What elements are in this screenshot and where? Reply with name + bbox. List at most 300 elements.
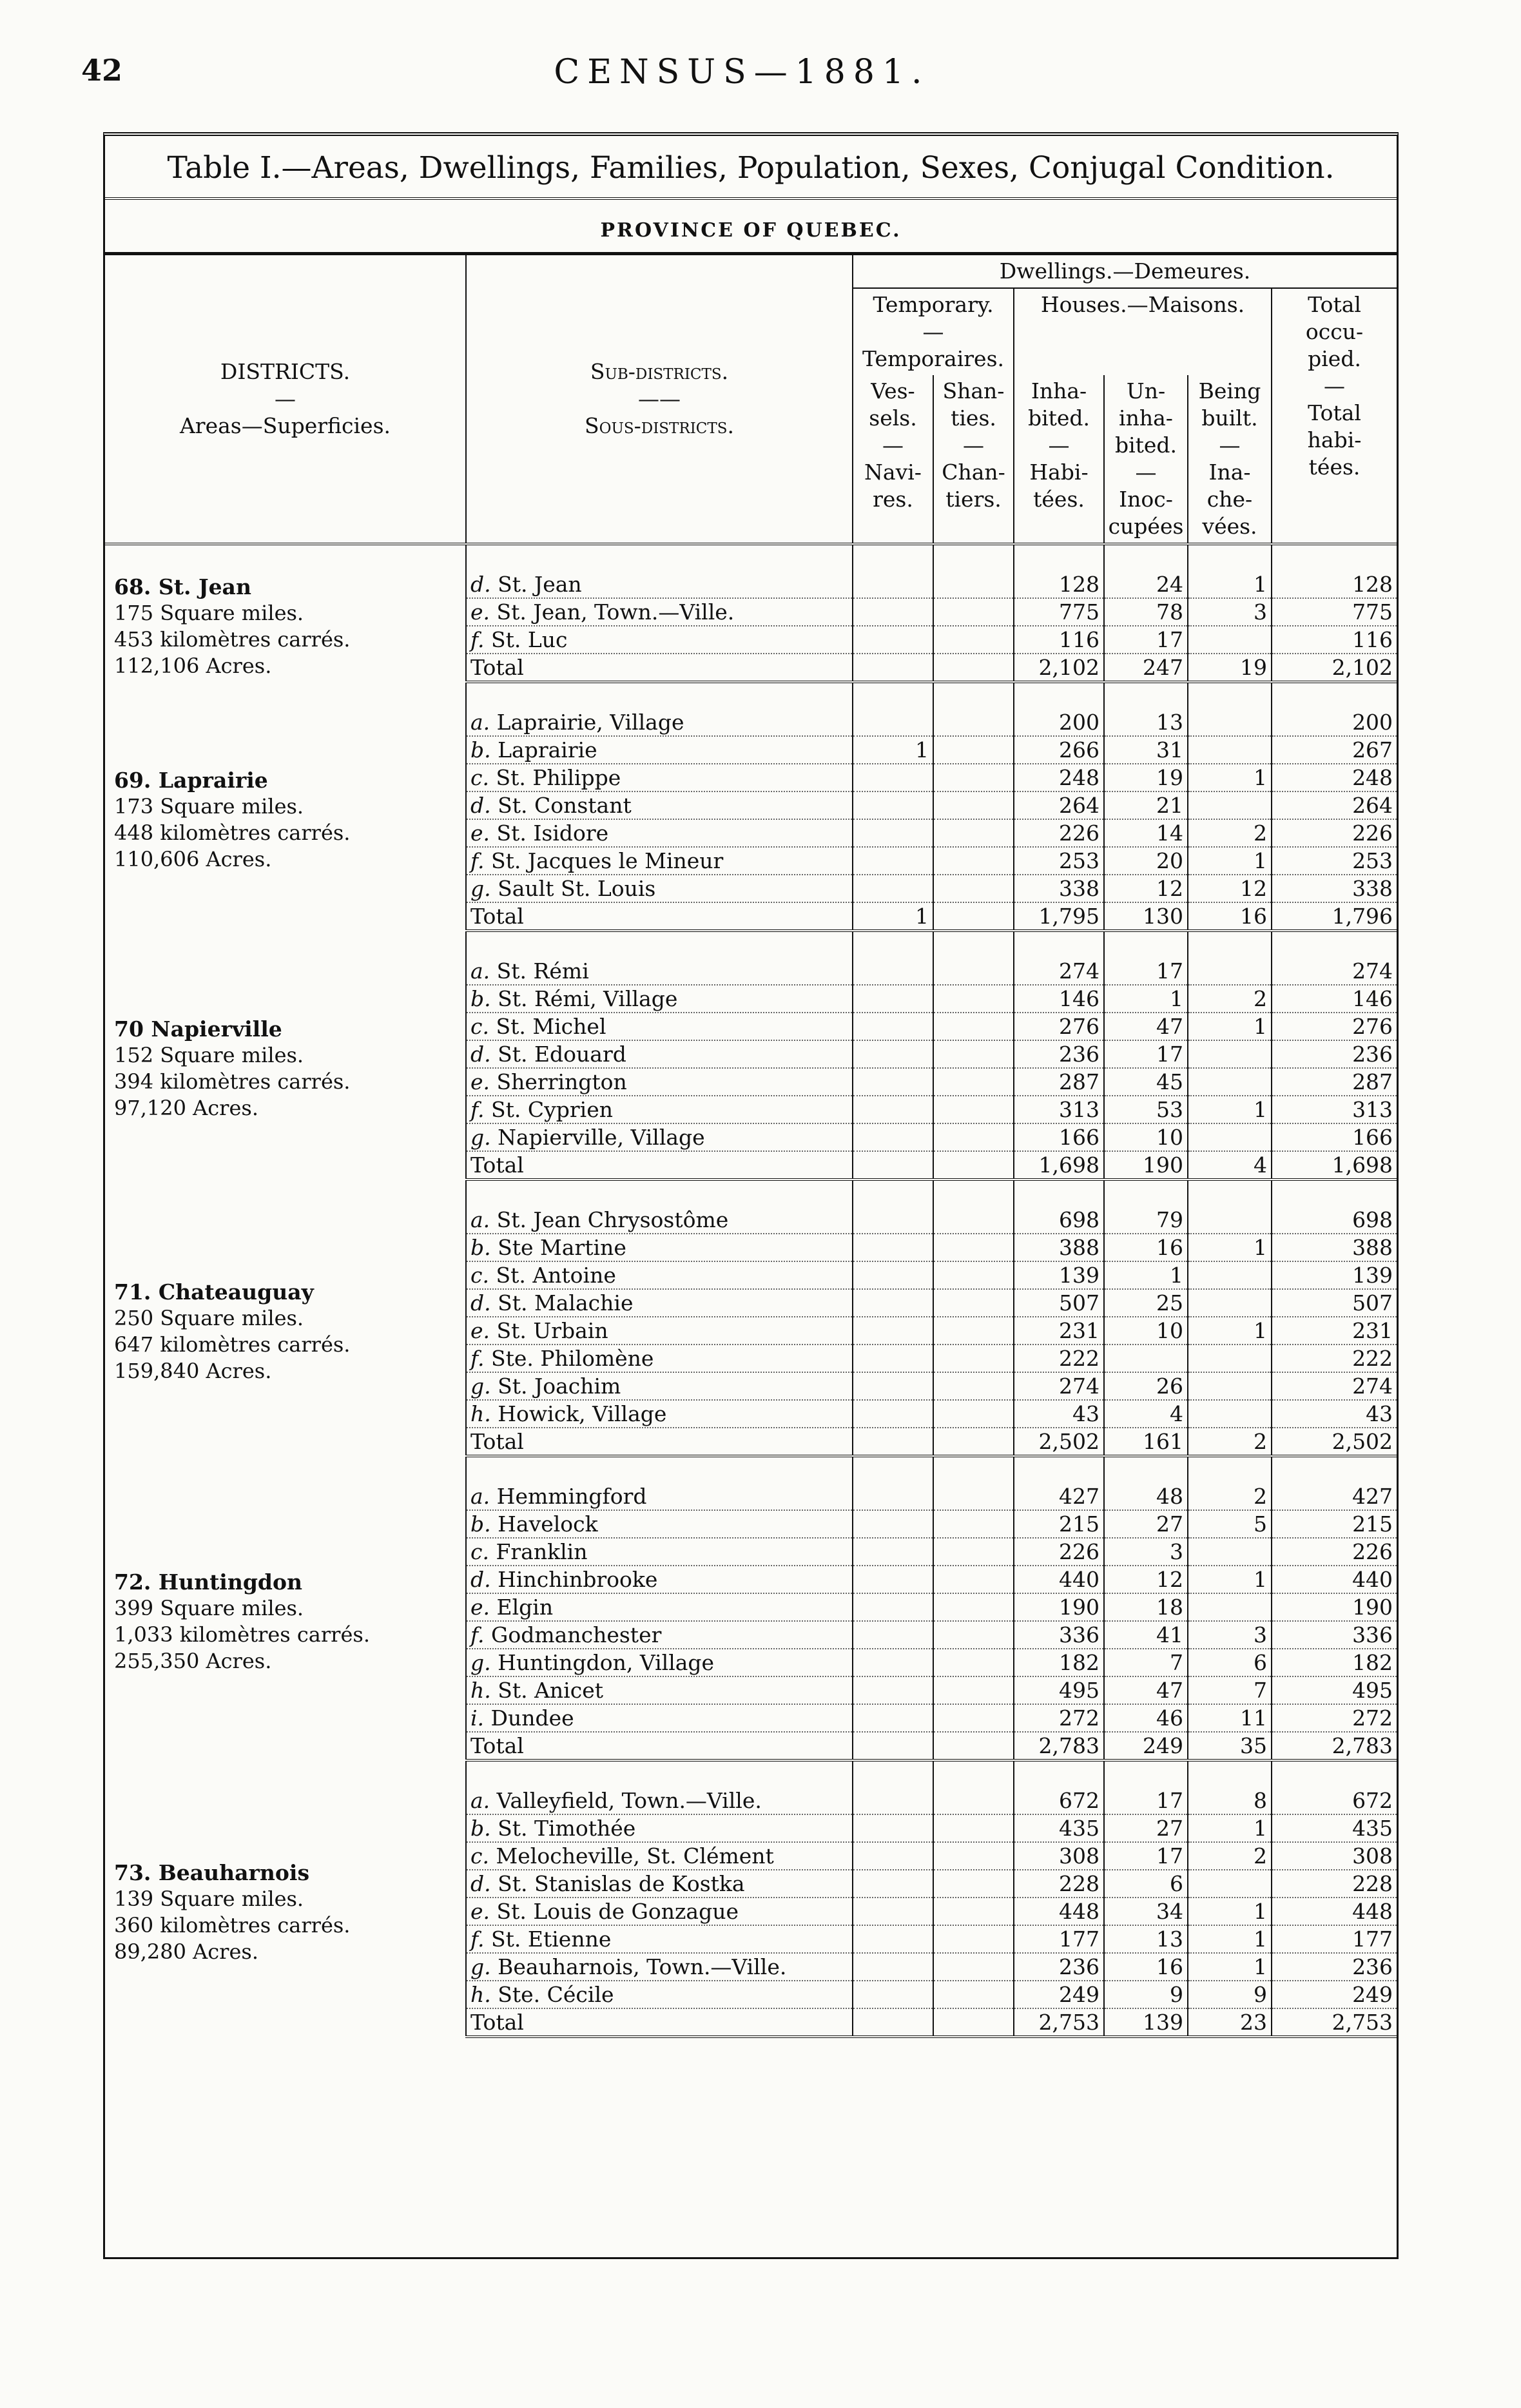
cell-uni: 41: [1104, 1621, 1188, 1649]
cell-tot: 231: [1272, 1317, 1397, 1345]
cell-tot: 236: [1272, 1040, 1397, 1068]
cell-ves: [853, 1345, 933, 1372]
cell-tot: 775: [1272, 598, 1397, 626]
total-inh: 1,698: [1014, 1151, 1104, 1180]
district-area-acres: 97,120 Acres.: [114, 1096, 258, 1120]
district-area-acres: 112,106 Acres.: [114, 654, 272, 678]
cell-inh: 231: [1014, 1317, 1104, 1345]
district-area-miles: 175 Square miles.: [114, 601, 304, 625]
cell-inh: 435: [1014, 1814, 1104, 1842]
header-temporary-fr: Temporaires.: [862, 346, 1004, 371]
subdistrict-name: St. Timothée: [498, 1816, 636, 1841]
cell-tot: 190: [1272, 1593, 1397, 1621]
page-title: CENSUS—1881.: [554, 53, 930, 92]
subdistrict-name: St. Anicet: [498, 1678, 604, 1703]
total-bei: 2: [1188, 1428, 1272, 1456]
subdistrict-name: St. Rémi: [496, 958, 589, 984]
cell-ves: [853, 1400, 933, 1428]
cell-tot: 495: [1272, 1676, 1397, 1704]
cell-ves: [853, 1510, 933, 1538]
hdr-tot-2: pied.: [1308, 346, 1361, 371]
cell-sha: [933, 598, 1014, 626]
subdistrict-cell: [466, 1096, 853, 1123]
subdistrict-letter: h.: [470, 1678, 491, 1703]
cell-inh: 236: [1014, 1040, 1104, 1068]
cell-tot: 248: [1272, 764, 1397, 791]
cell-uni: 78: [1104, 598, 1188, 626]
cell-sha: [933, 1345, 1014, 1372]
subdistrict-name: St. Joachim: [498, 1374, 621, 1399]
cell-sha: [933, 1814, 1014, 1842]
subdistrict-name: St. Malachie: [498, 1290, 634, 1316]
header-subdistricts-fr: Sous-districts.: [585, 413, 734, 438]
subdistrict-name: Ste. Cécile: [498, 1982, 614, 2007]
cell-bei: 1: [1188, 1317, 1272, 1345]
cell-uni: 13: [1104, 1925, 1188, 1953]
cell-tot: 440: [1272, 1566, 1397, 1593]
cell-bei: 1: [1188, 847, 1272, 875]
cell-sha: [933, 1483, 1014, 1510]
cell-bei: 7: [1188, 1676, 1272, 1704]
cell-uni: 16: [1104, 1234, 1188, 1261]
cell-bei: 1: [1188, 1234, 1272, 1261]
header-shanties: [933, 375, 1014, 544]
cell-tot: 698: [1272, 1207, 1397, 1234]
cell-bei: 2: [1188, 819, 1272, 847]
cell-inh: 264: [1014, 791, 1104, 819]
cell-inh: 190: [1014, 1593, 1104, 1621]
hdr-uni-5: cupées: [1108, 514, 1184, 539]
cell-bei: 1: [1188, 764, 1272, 791]
total-label: Total: [466, 654, 853, 682]
subdistrict-cell: [466, 598, 853, 626]
cell-ves: [853, 1261, 933, 1289]
hdr-tot-6: tées.: [1308, 454, 1361, 480]
census-body: [105, 544, 1397, 2037]
cell-ves: [853, 875, 933, 902]
cell-bei: 8: [1188, 1787, 1272, 1814]
subdistrict-letter: h.: [470, 1982, 491, 2007]
subdistrict-letter: g.: [470, 1125, 491, 1150]
district-cell: [105, 1787, 466, 2037]
district-area-miles: 152 Square miles.: [114, 1043, 304, 1067]
header-subdistricts-en: Sub-districts.: [590, 359, 729, 384]
cell-bei: 12: [1188, 875, 1272, 902]
total-bei: 35: [1188, 1732, 1272, 1760]
cell-ves: [853, 1096, 933, 1123]
district-name: 72. Huntingdon: [114, 1569, 302, 1595]
subdistrict-name: Melocheville, St. Clément: [496, 1843, 774, 1869]
hdr-uni-4: Inoc-: [1119, 487, 1173, 512]
cell-inh: 507: [1014, 1289, 1104, 1317]
table-row: [105, 1787, 1397, 1814]
cell-uni: 16: [1104, 1953, 1188, 1981]
cell-ves: [853, 626, 933, 654]
cell-tot: 200: [1272, 709, 1397, 736]
cell-bei: 1: [1188, 1096, 1272, 1123]
cell-tot: 308: [1272, 1842, 1397, 1870]
cell-uni: 9: [1104, 1981, 1188, 2008]
subdistrict-name: Huntingdon, Village: [498, 1650, 715, 1675]
cell-ves: [853, 1787, 933, 1814]
hdr-sha-0: Shan-: [942, 378, 1005, 403]
hdr-inh-0: Inha-: [1031, 378, 1087, 403]
cell-ves: [853, 985, 933, 1013]
cell-inh: 336: [1014, 1621, 1104, 1649]
cell-sha: [933, 1649, 1014, 1676]
total-inh: 2,102: [1014, 654, 1104, 682]
cell-bei: 9: [1188, 1981, 1272, 2008]
cell-uni: 34: [1104, 1898, 1188, 1925]
total-sha: [933, 1151, 1014, 1180]
cell-inh: 440: [1014, 1566, 1104, 1593]
subdistrict-name: St. Louis de Gonzague: [496, 1899, 739, 1924]
subdistrict-name: St. Michel: [496, 1014, 606, 1039]
total-ves: [853, 654, 933, 682]
subdistrict-name: Godmanchester: [491, 1622, 662, 1647]
cell-bei: [1188, 791, 1272, 819]
hdr-sha-3: Chan-: [942, 460, 1005, 485]
subdistrict-letter: a.: [470, 1207, 490, 1232]
subdistrict-name: Hemmingford: [496, 1484, 647, 1509]
cell-bei: [1188, 1123, 1272, 1151]
district-area-km: 1,033 kilomètres carrés.: [114, 1622, 370, 1647]
cell-tot: 267: [1272, 736, 1397, 764]
cell-inh: 200: [1014, 709, 1104, 736]
header-vessels: [853, 375, 933, 544]
table-row: [105, 958, 1397, 985]
total-bei: 23: [1188, 2008, 1272, 2037]
cell-bei: [1188, 1593, 1272, 1621]
subdistrict-cell: [466, 1842, 853, 1870]
total-uni: 247: [1104, 654, 1188, 682]
cell-uni: [1104, 1345, 1188, 1372]
district-spacer: [105, 1456, 1397, 1483]
hdr-bei-3: Ina-: [1208, 460, 1251, 485]
cell-sha: [933, 1096, 1014, 1123]
cell-sha: [933, 1593, 1014, 1621]
subdistrict-cell: [466, 1787, 853, 1814]
subdistrict-letter: g.: [470, 1954, 491, 1979]
subdistrict-letter: b.: [470, 737, 491, 762]
cell-ves: [853, 598, 933, 626]
subdistrict-letter: b.: [470, 1816, 491, 1841]
cell-bei: [1188, 1040, 1272, 1068]
hdr-inh-4: tées.: [1033, 487, 1085, 512]
cell-bei: [1188, 958, 1272, 985]
district-area-acres: 255,350 Acres.: [114, 1649, 272, 1673]
total-bei: 4: [1188, 1151, 1272, 1180]
district-area-km: 453 kilomètres carrés.: [114, 627, 351, 652]
cell-tot: 274: [1272, 1372, 1397, 1400]
cell-tot: 116: [1272, 626, 1397, 654]
cell-uni: 3: [1104, 1538, 1188, 1566]
hdr-tot-3: —: [1324, 373, 1346, 398]
hdr-bei-2: —: [1219, 432, 1241, 458]
cell-ves: [853, 1372, 933, 1400]
cell-inh: 308: [1014, 1842, 1104, 1870]
total-uni: 249: [1104, 1732, 1188, 1760]
subdistrict-name: St. Isidore: [496, 820, 609, 846]
district-area-miles: 399 Square miles.: [114, 1596, 304, 1620]
subdistrict-cell: [466, 1123, 853, 1151]
cell-uni: 53: [1104, 1096, 1188, 1123]
cell-sha: [933, 958, 1014, 985]
total-inh: 2,753: [1014, 2008, 1104, 2037]
district-area-acres: 159,840 Acres.: [114, 1358, 272, 1383]
district-name: 68. St. Jean: [114, 574, 251, 599]
subdistrict-cell: [466, 985, 853, 1013]
district-area-miles: 250 Square miles.: [114, 1305, 304, 1330]
cell-sha: [933, 1123, 1014, 1151]
subdistrict-letter: d.: [470, 793, 491, 818]
subdistrict-letter: c.: [470, 1539, 489, 1564]
subdistrict-name: St. Jean, Town.—Ville.: [496, 599, 735, 625]
cell-uni: 17: [1104, 958, 1188, 985]
hdr-tot-0: Total: [1308, 292, 1361, 317]
cell-sha: [933, 875, 1014, 902]
district-name: 70 Napierville: [114, 1016, 282, 1042]
cell-uni: 17: [1104, 1842, 1188, 1870]
district-spacer: [105, 931, 1397, 958]
hdr-sha-2: —: [963, 432, 984, 458]
total-ves: [853, 2008, 933, 2037]
subdistrict-cell: [466, 1870, 853, 1898]
cell-ves: [853, 1123, 933, 1151]
header-inhabited: [1014, 375, 1104, 544]
subdistrict-cell: [466, 1953, 853, 1981]
cell-tot: 336: [1272, 1621, 1397, 1649]
cell-sha: [933, 571, 1014, 598]
cell-uni: 47: [1104, 1013, 1188, 1040]
cell-sha: [933, 1372, 1014, 1400]
cell-inh: 182: [1014, 1649, 1104, 1676]
cell-ves: [853, 709, 933, 736]
subdistrict-letter: d.: [470, 1290, 491, 1316]
cell-inh: 388: [1014, 1234, 1104, 1261]
subdistrict-cell: [466, 791, 853, 819]
hdr-inh-1: bited.: [1027, 405, 1090, 431]
cell-ves: [853, 1898, 933, 1925]
hdr-bei-5: vées.: [1202, 514, 1257, 539]
cell-inh: 698: [1014, 1207, 1104, 1234]
total-sha: [933, 902, 1014, 931]
hdr-uni-3: —: [1135, 460, 1157, 485]
cell-uni: 79: [1104, 1207, 1188, 1234]
cell-sha: [933, 1400, 1014, 1428]
header-dwellings: Dwellings.—Demeures.: [853, 255, 1397, 288]
subdistrict-letter: e.: [470, 599, 490, 625]
header-temporary: [853, 288, 1014, 375]
subdistrict-letter: d.: [470, 1871, 491, 1896]
hdr-ves-3: Navi-: [864, 460, 922, 485]
page-number: 42: [81, 53, 123, 88]
cell-inh: 495: [1014, 1676, 1104, 1704]
cell-ves: [853, 1814, 933, 1842]
total-ves: [853, 1151, 933, 1180]
total-bei: 16: [1188, 902, 1272, 931]
district-area-km: 394 kilomètres carrés.: [114, 1069, 351, 1094]
subdistrict-name: St. Jacques le Mineur: [491, 848, 724, 873]
cell-sha: [933, 985, 1014, 1013]
subdistrict-name: Elgin: [496, 1595, 554, 1620]
subdistrict-cell: [466, 1068, 853, 1096]
table-row: [105, 709, 1397, 736]
cell-sha: [933, 709, 1014, 736]
cell-tot: 139: [1272, 1261, 1397, 1289]
subdistrict-letter: g.: [470, 1650, 491, 1675]
subdistrict-cell: [466, 1372, 853, 1400]
cell-uni: 47: [1104, 1676, 1188, 1704]
cell-bei: [1188, 1207, 1272, 1234]
cell-inh: 116: [1014, 626, 1104, 654]
cell-tot: 128: [1272, 571, 1397, 598]
district-spacer: [105, 1180, 1397, 1207]
subdistrict-letter: f.: [470, 848, 485, 873]
header-uninhabited: [1104, 375, 1188, 544]
cell-tot: 272: [1272, 1704, 1397, 1732]
header-districts-dash: —: [275, 386, 296, 411]
cell-uni: 25: [1104, 1289, 1188, 1317]
hdr-inh-3: Habi-: [1029, 460, 1089, 485]
total-sha: [933, 1732, 1014, 1760]
cell-sha: [933, 1289, 1014, 1317]
cell-uni: 6: [1104, 1870, 1188, 1898]
total-label: Total: [466, 1732, 853, 1760]
cell-bei: [1188, 1372, 1272, 1400]
subdistrict-name: Sault St. Louis: [498, 876, 656, 901]
cell-inh: 287: [1014, 1068, 1104, 1096]
district-cell: [105, 571, 466, 682]
total-inh: 2,502: [1014, 1428, 1104, 1456]
total-uni: 190: [1104, 1151, 1188, 1180]
subdistrict-letter: a.: [470, 710, 490, 735]
subdistrict-letter: h.: [470, 1401, 491, 1426]
subdistrict-name: St. Philippe: [496, 765, 621, 790]
total-label: Total: [466, 1151, 853, 1180]
subdistrict-letter: c.: [470, 1014, 489, 1039]
cell-tot: 228: [1272, 1870, 1397, 1898]
cell-ves: [853, 1593, 933, 1621]
cell-ves: [853, 1649, 933, 1676]
hdr-ves-2: —: [882, 432, 904, 458]
subdistrict-name: Napierville, Village: [498, 1125, 705, 1150]
cell-uni: 1: [1104, 1261, 1188, 1289]
header-subdistricts-dash: ——: [638, 386, 681, 411]
cell-inh: 226: [1014, 819, 1104, 847]
subdistrict-cell: [466, 875, 853, 902]
cell-ves: [853, 1068, 933, 1096]
subdistrict-cell: [466, 1400, 853, 1428]
cell-uni: 19: [1104, 764, 1188, 791]
cell-bei: 6: [1188, 1649, 1272, 1676]
district-spacer: [105, 544, 1397, 571]
cell-bei: [1188, 736, 1272, 764]
cell-uni: 27: [1104, 1510, 1188, 1538]
cell-uni: 18: [1104, 1593, 1188, 1621]
total-sha: [933, 654, 1014, 682]
cell-uni: 45: [1104, 1068, 1188, 1096]
district-area-km: 647 kilomètres carrés.: [114, 1332, 351, 1357]
cell-bei: 2: [1188, 985, 1272, 1013]
cell-uni: 24: [1104, 571, 1188, 598]
subdistrict-cell: [466, 1566, 853, 1593]
cell-bei: 5: [1188, 1510, 1272, 1538]
cell-uni: 26: [1104, 1372, 1188, 1400]
header-being-built: [1188, 375, 1272, 544]
district-cell: [105, 709, 466, 931]
cell-ves: [853, 571, 933, 598]
subdistrict-letter: f.: [470, 1622, 485, 1647]
cell-bei: [1188, 1538, 1272, 1566]
subdistrict-cell: [466, 626, 853, 654]
subdistrict-letter: e.: [470, 1899, 490, 1924]
header-districts-en: DISTRICTS.: [220, 359, 351, 384]
total-tot: 1,796: [1272, 902, 1397, 931]
subdistrict-cell: [466, 1289, 853, 1317]
cell-inh: 253: [1014, 847, 1104, 875]
district-area-acres: 89,280 Acres.: [114, 1939, 258, 1964]
hdr-tot-1: occu-: [1305, 319, 1364, 344]
subdistrict-name: St. Jean: [498, 572, 582, 597]
cell-bei: [1188, 1289, 1272, 1317]
subdistrict-letter: e.: [470, 1318, 490, 1343]
hdr-sha-1: ties.: [951, 405, 996, 431]
hdr-sha-4: tiers.: [945, 487, 1002, 512]
subdistrict-cell: [466, 764, 853, 791]
cell-sha: [933, 626, 1014, 654]
district-name: 73. Beauharnois: [114, 1859, 310, 1885]
cell-sha: [933, 1538, 1014, 1566]
cell-sha: [933, 1981, 1014, 2008]
total-tot: 1,698: [1272, 1151, 1397, 1180]
cell-bei: 1: [1188, 571, 1272, 598]
district-area-acres: 110,606 Acres.: [114, 847, 272, 871]
subdistrict-cell: [466, 1345, 853, 1372]
cell-bei: [1188, 626, 1272, 654]
subdistrict-letter: a.: [470, 1484, 490, 1509]
cell-bei: 1: [1188, 1814, 1272, 1842]
cell-tot: 313: [1272, 1096, 1397, 1123]
hdr-bei-0: Being: [1198, 378, 1261, 403]
header-temporary-dash: —: [922, 319, 944, 344]
subdistrict-name: Valleyfield, Town.—Ville.: [496, 1788, 762, 1813]
cell-bei: 1: [1188, 1566, 1272, 1593]
table-row: [105, 571, 1397, 598]
cell-ves: [853, 1538, 933, 1566]
total-tot: 2,753: [1272, 2008, 1397, 2037]
cell-sha: [933, 791, 1014, 819]
cell-tot: 43: [1272, 1400, 1397, 1428]
cell-sha: [933, 1953, 1014, 1981]
subdistrict-letter: g.: [470, 876, 491, 901]
cell-sha: [933, 1704, 1014, 1732]
cell-tot: 672: [1272, 1787, 1397, 1814]
cell-inh: 128: [1014, 571, 1104, 598]
cell-bei: [1188, 1345, 1272, 1372]
cell-tot: 177: [1272, 1925, 1397, 1953]
cell-uni: 10: [1104, 1123, 1188, 1151]
total-ves: [853, 1428, 933, 1456]
cell-sha: [933, 1317, 1014, 1345]
subdistrict-cell: [466, 1621, 853, 1649]
cell-bei: [1188, 1870, 1272, 1898]
subdistrict-name: St. Luc: [491, 627, 568, 652]
subdistrict-letter: d.: [470, 1042, 491, 1067]
cell-inh: 775: [1014, 598, 1104, 626]
subdistrict-letter: f.: [470, 627, 485, 652]
cell-sha: [933, 1621, 1014, 1649]
